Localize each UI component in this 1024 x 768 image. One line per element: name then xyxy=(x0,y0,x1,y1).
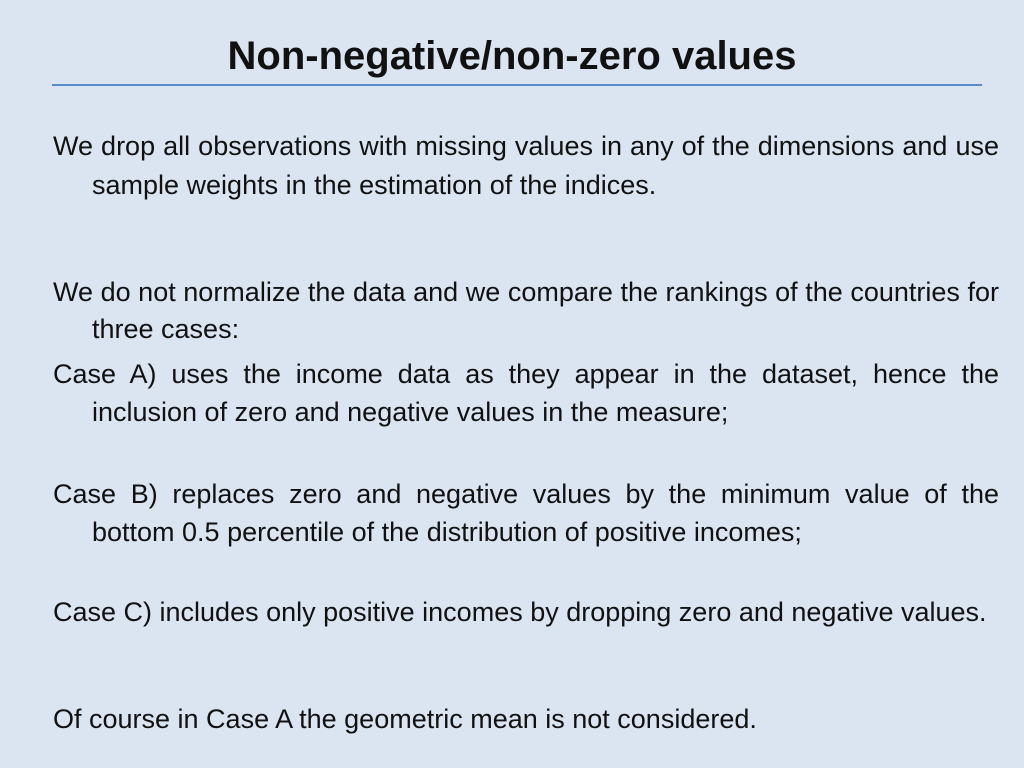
paragraph-case-c: Case C) includes only positive incomes by dropping zero and negative values. xyxy=(53,597,987,627)
title-divider xyxy=(52,84,982,86)
paragraph-drop-observations: We drop all observations with missing values in any of the dimensions and use sample weights in the estimation of the indices. xyxy=(53,131,999,200)
paragraph-geometric-mean-note: Of course in Case A the geometric mean is not considered. xyxy=(53,704,757,734)
paragraph-no-normalization: We do not normalize the data and we compare the rankings of the countries for three cases: xyxy=(53,277,999,344)
paragraph-case-b: Case B) replaces zero and negative values by the minimum value of the bottom 0.5 percentile of the distribution of positive incomes; xyxy=(53,479,999,547)
paragraph-case-a: Case A) uses the income data as they appear in the dataset, hence the inclusion of zero and negative values in the measure; xyxy=(53,359,999,427)
slide-title: Non-negative/non-zero values xyxy=(227,34,797,78)
